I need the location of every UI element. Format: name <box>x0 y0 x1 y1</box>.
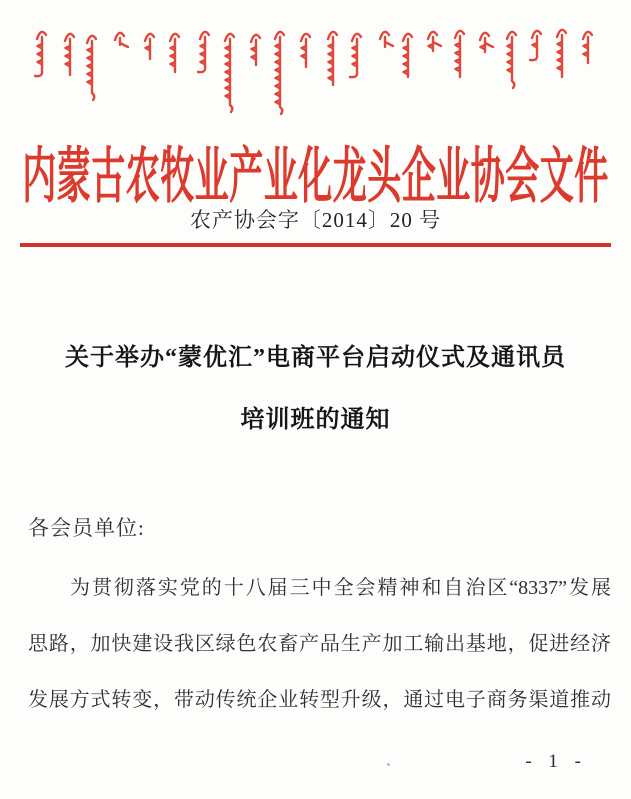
notice-body <box>28 560 611 728</box>
red-divider-rule <box>20 243 611 247</box>
notice-title-line-2: 培训班的通知 <box>240 407 391 433</box>
body-line: 思路，加快建设我区绿色农畜产品生产加工输出基地，促进经济 <box>28 633 611 655</box>
document-number: 农产协会字〔2014〕20 号 <box>189 208 442 232</box>
page-number: - 1 - <box>525 751 587 772</box>
scan-speck <box>387 763 390 766</box>
mongolian-script-header-icon <box>0 0 631 120</box>
salutation: 各会员单位: <box>28 516 145 540</box>
notice-title <box>0 338 631 440</box>
body-line: 为贯彻落实党的十八届三中全会精神和自治区“8337”发展 <box>70 577 611 599</box>
notice-title-line-1: 关于举办“蒙优汇”电商平台启动仪式及通讯员 <box>65 345 566 371</box>
banner-title: 内蒙古农牧业产业化龙头企业协会文件 <box>22 144 609 211</box>
body-line: 发展方式转变，带动传统企业转型升级，通过电子商务渠道推动 <box>28 689 611 711</box>
